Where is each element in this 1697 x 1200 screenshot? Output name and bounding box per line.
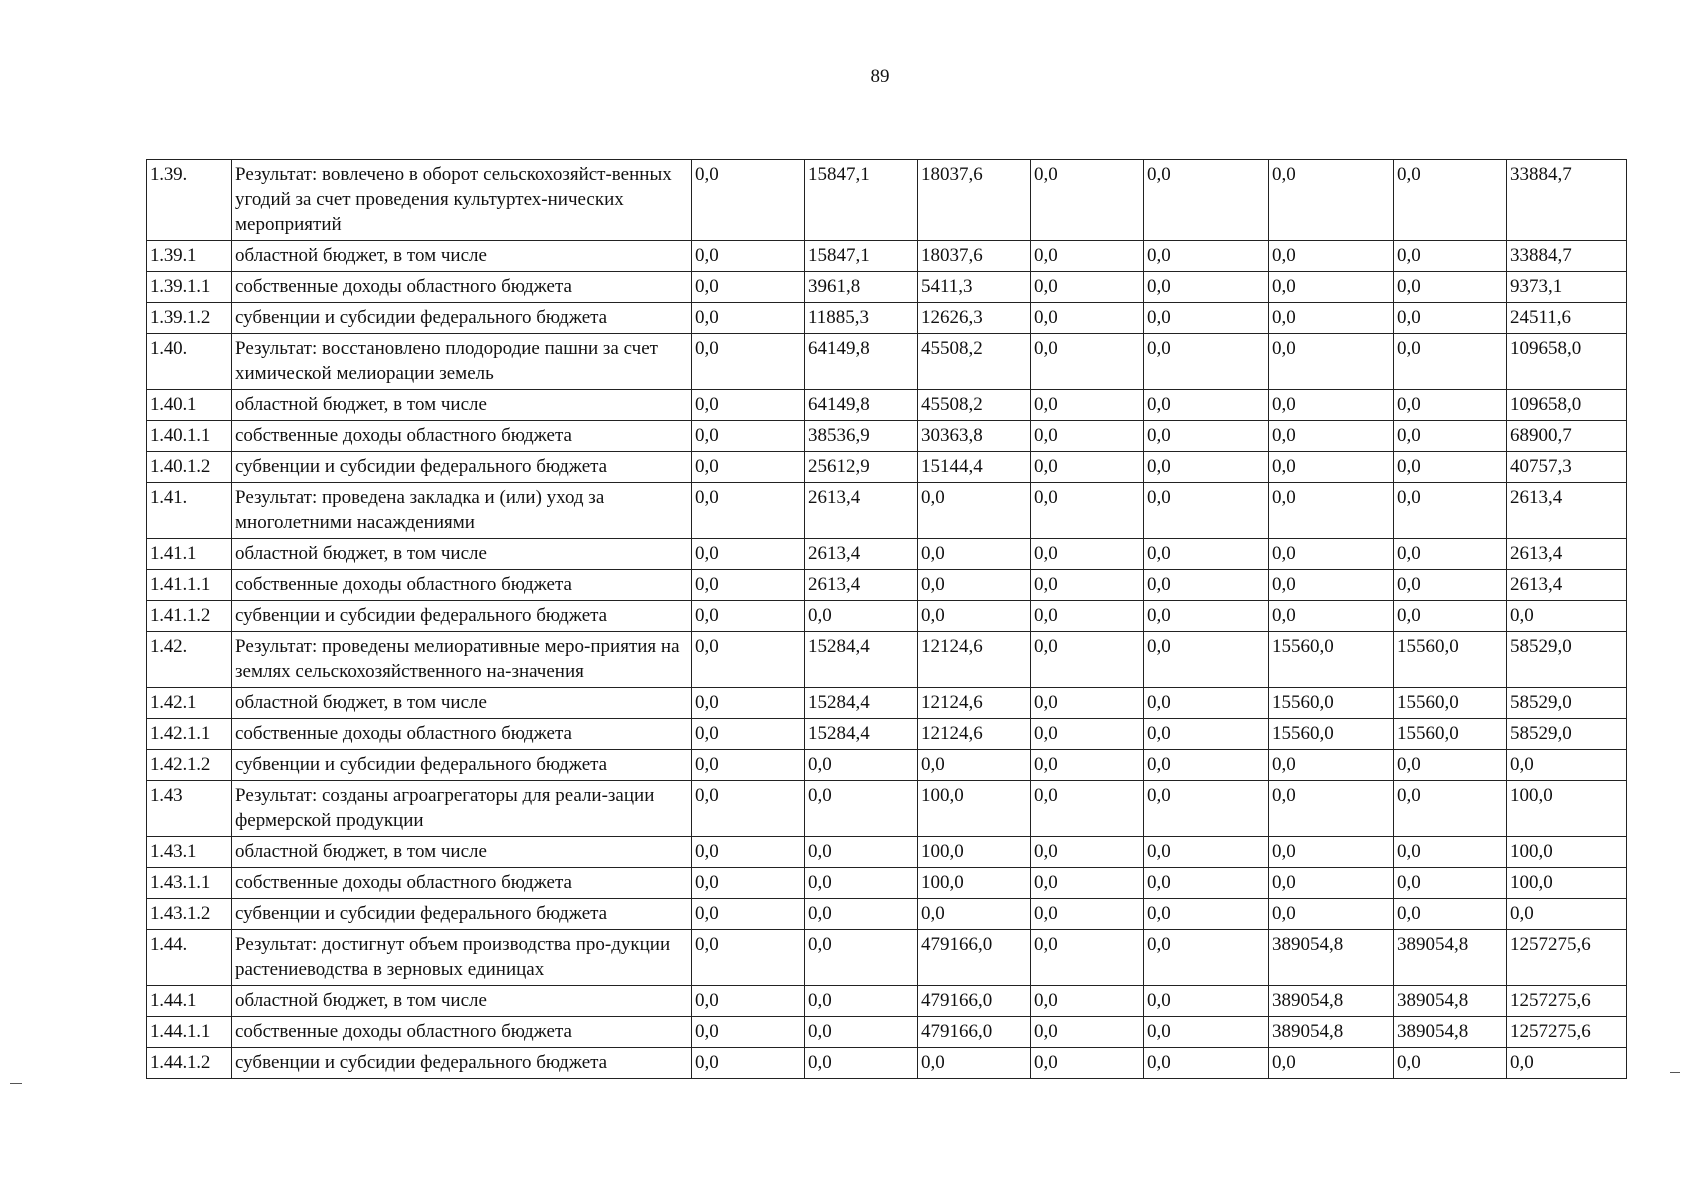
value-cell: 0,0 bbox=[1144, 570, 1269, 601]
row-code: 1.43.1.1 bbox=[147, 868, 232, 899]
value-cell: 11885,3 bbox=[805, 303, 918, 334]
value-cell: 0,0 bbox=[692, 688, 805, 719]
value-cell: 2613,4 bbox=[805, 539, 918, 570]
value-cell: 0,0 bbox=[1394, 421, 1507, 452]
value-cell: 15144,4 bbox=[918, 452, 1031, 483]
value-cell: 0,0 bbox=[1269, 899, 1394, 930]
value-cell: 0,0 bbox=[1144, 719, 1269, 750]
row-code: 1.43.1.2 bbox=[147, 899, 232, 930]
table-row bbox=[147, 303, 1627, 334]
value-cell: 0,0 bbox=[918, 899, 1031, 930]
row-code: 1.42.1.1 bbox=[147, 719, 232, 750]
value-cell: 40757,3 bbox=[1507, 452, 1627, 483]
value-cell: 33884,7 bbox=[1507, 160, 1627, 241]
value-cell: 0,0 bbox=[1144, 241, 1269, 272]
table-row bbox=[147, 632, 1627, 688]
row-description: Результат: вовлечено в оборот сельскохозяйст-венных угодий за счет проведения культуртех-нических мероприятий bbox=[232, 160, 692, 241]
value-cell: 100,0 bbox=[918, 868, 1031, 899]
table-row bbox=[147, 539, 1627, 570]
value-cell: 0,0 bbox=[1269, 750, 1394, 781]
value-cell: 2613,4 bbox=[805, 483, 918, 539]
value-cell: 0,0 bbox=[1031, 483, 1144, 539]
value-cell: 0,0 bbox=[1031, 837, 1144, 868]
row-description: субвенции и субсидии федерального бюджета bbox=[232, 303, 692, 334]
row-code: 1.41.1 bbox=[147, 539, 232, 570]
value-cell: 389054,8 bbox=[1394, 1017, 1507, 1048]
value-cell: 389054,8 bbox=[1269, 1017, 1394, 1048]
row-description: субвенции и субсидии федерального бюджета bbox=[232, 1048, 692, 1079]
value-cell: 0,0 bbox=[1394, 899, 1507, 930]
row-description: собственные доходы областного бюджета bbox=[232, 868, 692, 899]
row-code: 1.39.1.2 bbox=[147, 303, 232, 334]
value-cell: 0,0 bbox=[1394, 781, 1507, 837]
value-cell: 479166,0 bbox=[918, 986, 1031, 1017]
row-description: Результат: проведены мелиоративные меро-приятия на землях сельскохозяйственного на-значения bbox=[232, 632, 692, 688]
row-description: областной бюджет, в том числе bbox=[232, 837, 692, 868]
value-cell: 15284,4 bbox=[805, 719, 918, 750]
value-cell: 2613,4 bbox=[1507, 570, 1627, 601]
value-cell: 0,0 bbox=[918, 483, 1031, 539]
row-description: собственные доходы областного бюджета bbox=[232, 272, 692, 303]
value-cell: 0,0 bbox=[1031, 452, 1144, 483]
value-cell: 0,0 bbox=[692, 781, 805, 837]
value-cell: 64149,8 bbox=[805, 390, 918, 421]
row-code: 1.39.1.1 bbox=[147, 272, 232, 303]
value-cell: 0,0 bbox=[1269, 272, 1394, 303]
value-cell: 0,0 bbox=[692, 632, 805, 688]
value-cell: 0,0 bbox=[1144, 1017, 1269, 1048]
value-cell: 45508,2 bbox=[918, 390, 1031, 421]
row-code: 1.40.1 bbox=[147, 390, 232, 421]
value-cell: 0,0 bbox=[1144, 750, 1269, 781]
value-cell: 0,0 bbox=[1394, 483, 1507, 539]
value-cell: 0,0 bbox=[692, 868, 805, 899]
row-description: субвенции и субсидии федерального бюджета bbox=[232, 750, 692, 781]
row-code: 1.43.1 bbox=[147, 837, 232, 868]
value-cell: 0,0 bbox=[805, 899, 918, 930]
scan-mark-left bbox=[10, 1083, 22, 1084]
value-cell: 0,0 bbox=[1031, 272, 1144, 303]
value-cell: 0,0 bbox=[1031, 421, 1144, 452]
table-row bbox=[147, 750, 1627, 781]
value-cell: 18037,6 bbox=[918, 241, 1031, 272]
value-cell: 0,0 bbox=[1144, 334, 1269, 390]
value-cell: 0,0 bbox=[1269, 1048, 1394, 1079]
value-cell: 0,0 bbox=[1394, 452, 1507, 483]
value-cell: 18037,6 bbox=[918, 160, 1031, 241]
row-code: 1.41.1.1 bbox=[147, 570, 232, 601]
value-cell: 0,0 bbox=[805, 601, 918, 632]
table-row bbox=[147, 241, 1627, 272]
value-cell: 0,0 bbox=[805, 986, 918, 1017]
value-cell: 0,0 bbox=[1144, 781, 1269, 837]
budget-table bbox=[146, 159, 1627, 1079]
value-cell: 0,0 bbox=[1031, 390, 1144, 421]
row-description: областной бюджет, в том числе bbox=[232, 688, 692, 719]
row-code: 1.43 bbox=[147, 781, 232, 837]
row-description: собственные доходы областного бюджета bbox=[232, 570, 692, 601]
table-row bbox=[147, 868, 1627, 899]
value-cell: 0,0 bbox=[692, 1017, 805, 1048]
table-row bbox=[147, 452, 1627, 483]
value-cell: 0,0 bbox=[1394, 570, 1507, 601]
value-cell: 0,0 bbox=[918, 750, 1031, 781]
value-cell: 0,0 bbox=[692, 272, 805, 303]
row-code: 1.41.1.2 bbox=[147, 601, 232, 632]
value-cell: 0,0 bbox=[805, 1048, 918, 1079]
value-cell: 0,0 bbox=[1031, 688, 1144, 719]
value-cell: 1257275,6 bbox=[1507, 930, 1627, 986]
row-description: Результат: восстановлено плодородие пашни за счет химической мелиорации земель bbox=[232, 334, 692, 390]
value-cell: 0,0 bbox=[1394, 272, 1507, 303]
value-cell: 0,0 bbox=[692, 930, 805, 986]
value-cell: 0,0 bbox=[692, 421, 805, 452]
value-cell: 0,0 bbox=[1269, 303, 1394, 334]
table-row bbox=[147, 688, 1627, 719]
value-cell: 58529,0 bbox=[1507, 719, 1627, 750]
value-cell: 0,0 bbox=[1031, 930, 1144, 986]
row-code: 1.44. bbox=[147, 930, 232, 986]
value-cell: 15560,0 bbox=[1394, 688, 1507, 719]
table-row bbox=[147, 930, 1627, 986]
value-cell: 0,0 bbox=[1507, 1048, 1627, 1079]
value-cell: 0,0 bbox=[805, 781, 918, 837]
row-code: 1.40. bbox=[147, 334, 232, 390]
value-cell: 0,0 bbox=[1394, 390, 1507, 421]
value-cell: 100,0 bbox=[1507, 781, 1627, 837]
value-cell: 0,0 bbox=[1394, 601, 1507, 632]
value-cell: 58529,0 bbox=[1507, 632, 1627, 688]
table-row bbox=[147, 781, 1627, 837]
value-cell: 0,0 bbox=[692, 334, 805, 390]
value-cell: 0,0 bbox=[1031, 750, 1144, 781]
value-cell: 0,0 bbox=[1394, 241, 1507, 272]
value-cell: 100,0 bbox=[1507, 837, 1627, 868]
value-cell: 389054,8 bbox=[1394, 930, 1507, 986]
value-cell: 25612,9 bbox=[805, 452, 918, 483]
row-code: 1.41. bbox=[147, 483, 232, 539]
row-code: 1.40.1.2 bbox=[147, 452, 232, 483]
value-cell: 0,0 bbox=[1394, 303, 1507, 334]
value-cell: 1257275,6 bbox=[1507, 1017, 1627, 1048]
value-cell: 0,0 bbox=[1269, 570, 1394, 601]
value-cell: 0,0 bbox=[1144, 899, 1269, 930]
value-cell: 15847,1 bbox=[805, 160, 918, 241]
table-row bbox=[147, 986, 1627, 1017]
value-cell: 0,0 bbox=[1031, 539, 1144, 570]
row-description: собственные доходы областного бюджета bbox=[232, 421, 692, 452]
row-description: Результат: достигнут объем производства про-дукции растениеводства в зерновых единицах bbox=[232, 930, 692, 986]
row-description: Результат: проведена закладка и (или) уход за многолетними насаждениями bbox=[232, 483, 692, 539]
row-description: областной бюджет, в том числе bbox=[232, 390, 692, 421]
table-row bbox=[147, 1017, 1627, 1048]
table-body bbox=[147, 160, 1627, 1079]
table-row bbox=[147, 272, 1627, 303]
value-cell: 0,0 bbox=[1144, 632, 1269, 688]
value-cell: 0,0 bbox=[1269, 334, 1394, 390]
row-description: субвенции и субсидии федерального бюджета bbox=[232, 899, 692, 930]
value-cell: 0,0 bbox=[1269, 241, 1394, 272]
value-cell: 0,0 bbox=[1031, 1048, 1144, 1079]
value-cell: 0,0 bbox=[1507, 899, 1627, 930]
value-cell: 0,0 bbox=[692, 390, 805, 421]
value-cell: 9373,1 bbox=[1507, 272, 1627, 303]
value-cell: 0,0 bbox=[1031, 241, 1144, 272]
value-cell: 100,0 bbox=[1507, 868, 1627, 899]
value-cell: 0,0 bbox=[1144, 390, 1269, 421]
value-cell: 0,0 bbox=[1144, 930, 1269, 986]
value-cell: 0,0 bbox=[692, 837, 805, 868]
table-row bbox=[147, 160, 1627, 241]
value-cell: 0,0 bbox=[692, 719, 805, 750]
value-cell: 3961,8 bbox=[805, 272, 918, 303]
value-cell: 0,0 bbox=[1031, 632, 1144, 688]
value-cell: 0,0 bbox=[1031, 781, 1144, 837]
row-code: 1.44.1.1 bbox=[147, 1017, 232, 1048]
row-code: 1.44.1.2 bbox=[147, 1048, 232, 1079]
value-cell: 0,0 bbox=[692, 601, 805, 632]
value-cell: 0,0 bbox=[1144, 868, 1269, 899]
row-code: 1.39.1 bbox=[147, 241, 232, 272]
value-cell: 0,0 bbox=[692, 570, 805, 601]
value-cell: 15560,0 bbox=[1394, 632, 1507, 688]
value-cell: 0,0 bbox=[1144, 483, 1269, 539]
table-row bbox=[147, 421, 1627, 452]
value-cell: 0,0 bbox=[1144, 272, 1269, 303]
table-row bbox=[147, 334, 1627, 390]
value-cell: 0,0 bbox=[918, 570, 1031, 601]
value-cell: 0,0 bbox=[1144, 452, 1269, 483]
value-cell: 2613,4 bbox=[1507, 539, 1627, 570]
value-cell: 68900,7 bbox=[1507, 421, 1627, 452]
value-cell: 0,0 bbox=[1394, 1048, 1507, 1079]
value-cell: 0,0 bbox=[1144, 1048, 1269, 1079]
value-cell: 64149,8 bbox=[805, 334, 918, 390]
row-code: 1.44.1 bbox=[147, 986, 232, 1017]
value-cell: 0,0 bbox=[692, 539, 805, 570]
value-cell: 12626,3 bbox=[918, 303, 1031, 334]
value-cell: 0,0 bbox=[1269, 539, 1394, 570]
scan-mark-right bbox=[1670, 1072, 1680, 1073]
value-cell: 1257275,6 bbox=[1507, 986, 1627, 1017]
value-cell: 389054,8 bbox=[1269, 930, 1394, 986]
value-cell: 0,0 bbox=[692, 303, 805, 334]
value-cell: 33884,7 bbox=[1507, 241, 1627, 272]
value-cell: 0,0 bbox=[1031, 334, 1144, 390]
value-cell: 0,0 bbox=[1031, 899, 1144, 930]
value-cell: 0,0 bbox=[1144, 601, 1269, 632]
value-cell: 0,0 bbox=[918, 539, 1031, 570]
value-cell: 0,0 bbox=[692, 160, 805, 241]
value-cell: 0,0 bbox=[692, 483, 805, 539]
value-cell: 12124,6 bbox=[918, 719, 1031, 750]
value-cell: 0,0 bbox=[1269, 837, 1394, 868]
row-description: Результат: созданы агроагрегаторы для реали-зации фермерской продукции bbox=[232, 781, 692, 837]
value-cell: 5411,3 bbox=[918, 272, 1031, 303]
row-description: собственные доходы областного бюджета bbox=[232, 1017, 692, 1048]
value-cell: 0,0 bbox=[1269, 781, 1394, 837]
value-cell: 0,0 bbox=[1144, 837, 1269, 868]
value-cell: 0,0 bbox=[1144, 160, 1269, 241]
value-cell: 0,0 bbox=[1144, 303, 1269, 334]
value-cell: 12124,6 bbox=[918, 688, 1031, 719]
value-cell: 12124,6 bbox=[918, 632, 1031, 688]
value-cell: 479166,0 bbox=[918, 1017, 1031, 1048]
value-cell: 0,0 bbox=[1144, 539, 1269, 570]
row-code: 1.40.1.1 bbox=[147, 421, 232, 452]
row-description: областной бюджет, в том числе bbox=[232, 241, 692, 272]
table-row bbox=[147, 837, 1627, 868]
value-cell: 0,0 bbox=[1269, 868, 1394, 899]
value-cell: 0,0 bbox=[692, 241, 805, 272]
value-cell: 0,0 bbox=[1031, 868, 1144, 899]
value-cell: 0,0 bbox=[1031, 1017, 1144, 1048]
value-cell: 0,0 bbox=[1394, 334, 1507, 390]
value-cell: 109658,0 bbox=[1507, 390, 1627, 421]
value-cell: 24511,6 bbox=[1507, 303, 1627, 334]
value-cell: 109658,0 bbox=[1507, 334, 1627, 390]
value-cell: 15560,0 bbox=[1394, 719, 1507, 750]
value-cell: 0,0 bbox=[1144, 688, 1269, 719]
value-cell: 0,0 bbox=[1269, 601, 1394, 632]
value-cell: 15284,4 bbox=[805, 632, 918, 688]
value-cell: 0,0 bbox=[692, 899, 805, 930]
value-cell: 0,0 bbox=[918, 601, 1031, 632]
value-cell: 30363,8 bbox=[918, 421, 1031, 452]
table-row bbox=[147, 719, 1627, 750]
value-cell: 2613,4 bbox=[1507, 483, 1627, 539]
value-cell: 0,0 bbox=[1269, 452, 1394, 483]
value-cell: 0,0 bbox=[1394, 837, 1507, 868]
value-cell: 0,0 bbox=[918, 1048, 1031, 1079]
value-cell: 0,0 bbox=[1031, 601, 1144, 632]
value-cell: 15284,4 bbox=[805, 688, 918, 719]
value-cell: 0,0 bbox=[805, 930, 918, 986]
table-row bbox=[147, 601, 1627, 632]
value-cell: 389054,8 bbox=[1394, 986, 1507, 1017]
value-cell: 15560,0 bbox=[1269, 688, 1394, 719]
value-cell: 479166,0 bbox=[918, 930, 1031, 986]
value-cell: 0,0 bbox=[1394, 750, 1507, 781]
value-cell: 0,0 bbox=[1031, 719, 1144, 750]
row-code: 1.42.1 bbox=[147, 688, 232, 719]
value-cell: 0,0 bbox=[692, 750, 805, 781]
value-cell: 0,0 bbox=[1394, 868, 1507, 899]
value-cell: 15560,0 bbox=[1269, 632, 1394, 688]
value-cell: 0,0 bbox=[805, 1017, 918, 1048]
value-cell: 15560,0 bbox=[1269, 719, 1394, 750]
row-code: 1.42. bbox=[147, 632, 232, 688]
value-cell: 0,0 bbox=[805, 837, 918, 868]
row-description: областной бюджет, в том числе bbox=[232, 539, 692, 570]
value-cell: 0,0 bbox=[1269, 421, 1394, 452]
row-description: субвенции и субсидии федерального бюджета bbox=[232, 601, 692, 632]
value-cell: 0,0 bbox=[1031, 986, 1144, 1017]
value-cell: 0,0 bbox=[805, 750, 918, 781]
row-code: 1.39. bbox=[147, 160, 232, 241]
value-cell: 0,0 bbox=[692, 1048, 805, 1079]
value-cell: 0,0 bbox=[1269, 160, 1394, 241]
value-cell: 0,0 bbox=[805, 868, 918, 899]
value-cell: 0,0 bbox=[1394, 539, 1507, 570]
value-cell: 100,0 bbox=[918, 781, 1031, 837]
page-number: 89 bbox=[870, 66, 890, 87]
row-description: областной бюджет, в том числе bbox=[232, 986, 692, 1017]
value-cell: 389054,8 bbox=[1269, 986, 1394, 1017]
row-description: субвенции и субсидии федерального бюджета bbox=[232, 452, 692, 483]
value-cell: 0,0 bbox=[1031, 570, 1144, 601]
value-cell: 0,0 bbox=[1031, 160, 1144, 241]
row-code: 1.42.1.2 bbox=[147, 750, 232, 781]
value-cell: 0,0 bbox=[1507, 750, 1627, 781]
row-description: собственные доходы областного бюджета bbox=[232, 719, 692, 750]
table-row bbox=[147, 899, 1627, 930]
value-cell: 0,0 bbox=[1144, 421, 1269, 452]
value-cell: 0,0 bbox=[692, 452, 805, 483]
value-cell: 38536,9 bbox=[805, 421, 918, 452]
table-row bbox=[147, 1048, 1627, 1079]
value-cell: 0,0 bbox=[1394, 160, 1507, 241]
table-row bbox=[147, 570, 1627, 601]
value-cell: 0,0 bbox=[1144, 986, 1269, 1017]
value-cell: 2613,4 bbox=[805, 570, 918, 601]
value-cell: 0,0 bbox=[1269, 483, 1394, 539]
value-cell: 0,0 bbox=[1507, 601, 1627, 632]
value-cell: 0,0 bbox=[1269, 390, 1394, 421]
value-cell: 0,0 bbox=[692, 986, 805, 1017]
value-cell: 45508,2 bbox=[918, 334, 1031, 390]
value-cell: 15847,1 bbox=[805, 241, 918, 272]
table-row bbox=[147, 390, 1627, 421]
value-cell: 0,0 bbox=[1031, 303, 1144, 334]
table-row bbox=[147, 483, 1627, 539]
value-cell: 58529,0 bbox=[1507, 688, 1627, 719]
value-cell: 100,0 bbox=[918, 837, 1031, 868]
